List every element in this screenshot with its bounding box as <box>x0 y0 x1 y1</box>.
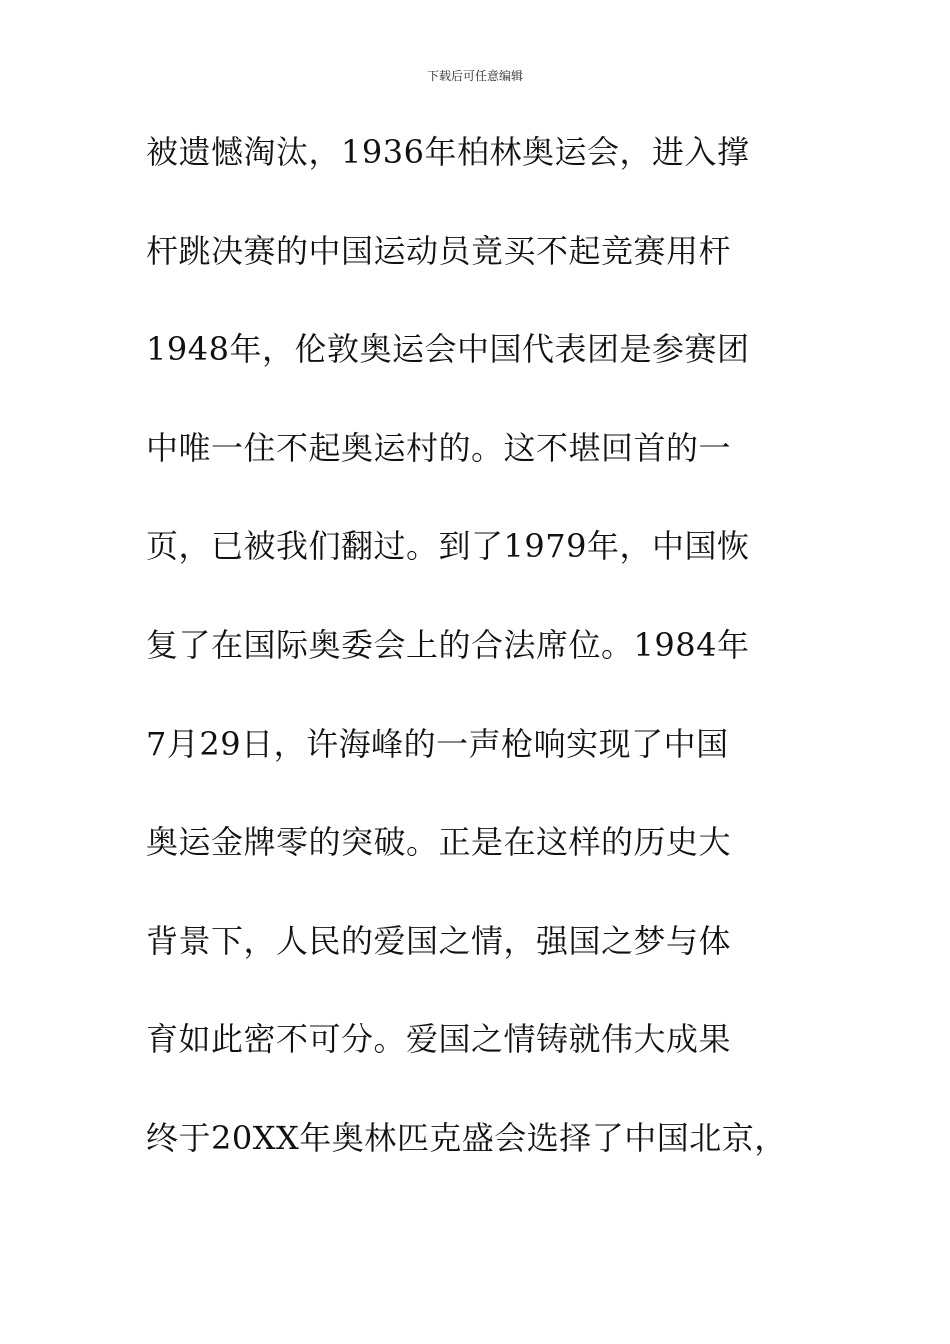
text-line: 复了在国际奥委会上的合法席位。1984年 <box>146 625 750 664</box>
text-line: 1948年，伦敦奥运会中国代表团是参赛团 <box>146 330 750 369</box>
text-line: 7月29日，许海峰的一声枪响实现了中国 <box>146 724 729 763</box>
text-line: 被遗憾淘汰，1936年柏林奥运会，进入撑 <box>146 133 750 171</box>
text-line: 奥运金牌零的突破。正是在这样的历史大 <box>146 823 732 862</box>
text-line: 终于20XX年奥林匹克盛会选择了中国北京， <box>146 1118 787 1157</box>
text-line: 育如此密不可分。爱国之情铸就伟大成果 <box>146 1020 732 1059</box>
document-body <box>146 124 846 1209</box>
text-line: 背景下，人民的爱国之情，强国之梦与体 <box>146 921 732 960</box>
text-line: 中唯一住不起奥运村的。这不堪回首的一 <box>146 428 732 467</box>
text-line: 页，已被我们翻过。到了1979年，中国恢 <box>146 527 750 566</box>
text-line: 杆跳决赛的中国运动员竟买不起竞赛用杆 <box>146 231 732 270</box>
page-header-note: 下载后可任意编辑 <box>426 69 523 83</box>
